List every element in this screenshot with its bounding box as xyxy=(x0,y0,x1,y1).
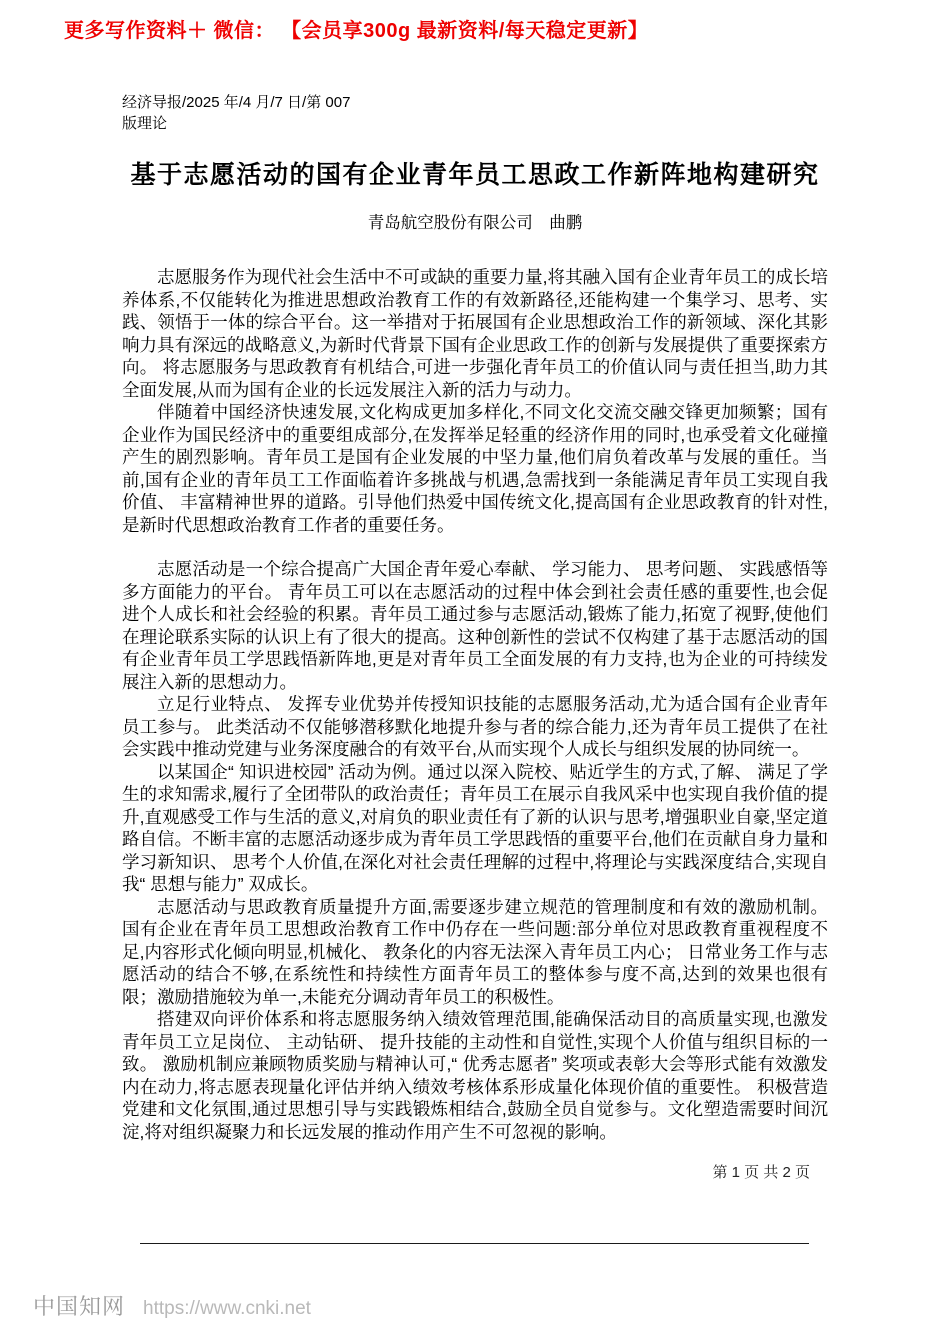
cnki-watermark xyxy=(33,1290,311,1321)
article-paragraph: 搭建双向评价体系和将志愿服务纳入绩效管理范围,能确保活动目的高质量实现,也激发青年员工立足岗位、 主动钻研、 提升技能的主动性和自觉性,实现个人价值与组织目标的一致。 激励机制应兼顾物质奖励与精神认可,“ 优秀志愿者” 奖项或表彰大会等形式能有效激发内在动力,将志愿表现量化评估并纳入绩效考核体系形成量化体现价值的重要性。 积极营造党建和文化氛围,通过思想引导与实践锻炼相结合,鼓励全员自觉参与。文化塑造需要时间沉淀,将对组织凝聚力和长远发展的推动作用产生不可忽视的影响。 xyxy=(122,1009,828,1142)
source-line-1: 经济导报/2025 年/4 月/7 日/第 007 xyxy=(122,94,351,111)
footer-divider-line xyxy=(140,1243,809,1244)
article-paragraph: 以某国企“ 知识进校园” 活动为例。通过以深入院校、贴近学生的方式,了解、 满足了学生的求知需求,履行了全团带队的政治责任；青年员工在展示自我风采中也实现自我价值的提升,直观感受工作与生活的意义,对肩负的职业责任有了新的认识与思考,增强职业自豪,坚定道路自信。不断丰富的志愿活动逐步成为青年员工学思践悟的重要平台,他们在贡献自身力量和学习新知识、 思考个人价值,在深化对社会责任理解的过程中,将理论与实践深度结合,实现自我“ 思想与能力” 双成长。 xyxy=(122,761,828,894)
promo-banner-text: 更多写作资料＋ 微信： 【会员享300g 最新资料/每天稳定更新】 xyxy=(64,20,649,42)
article-author: 青岛航空股份有限公司 曲鹏 xyxy=(367,214,583,232)
page-number-indicator: 第 1 页 共 2 页 xyxy=(712,1164,810,1181)
article-paragraph: 志愿服务作为现代社会生活中不可或缺的重要力量,将其融入国有企业青年员工的成长培养体系,不仅能转化为推进思想政治教育工作的有效新路径,还能构建一个集学习、思考、实践、领悟于一体的综合平台。这一举措对于拓展国有企业思想政治工作的新领域、深化其影响力具有深远的战略意义,为新时代背景下国有企业思政工作的创新与发展提供了重要探索方向。 将志愿服务与思政教育有机结合,可进一步强化青年员工的价值认同与责任担当,助力其全面发展,从而为国有企业的长远发展注入新的活力与动力。 xyxy=(122,267,828,400)
article-paragraph: 立足行业特点、 发挥专业优势并传授知识技能的志愿服务活动,尤为适合国有企业青年员工参与。 此类活动不仅能够潜移默化地提升参与者的综合能力,还为青年员工提供了在社会实践中推动党建与业务深度融合的有效平台,从而实现个人成长与组织发展的协同统一。 xyxy=(122,694,828,759)
source-header xyxy=(122,92,828,134)
source-line-2: 版理论 xyxy=(122,115,168,132)
article-paragraph: 志愿活动与思政教育质量提升方面,需要逐步建立规范的管理制度和有效的激励机制。 国有企业在青年员工思想政治教育工作中仍存在一些问题:部分单位对思政教育重视程度不足,内容形式化倾向明显,机械化、 教条化的内容无法深入青年员工内心； 日常业务工作与志愿活动的结合不够,在系统性和持续性方面青年员工的整体参与度不高,达到的效果也很有限；激励措施较为单一,未能充分调动青年员工的积极性。 xyxy=(122,896,828,1007)
article-title: 基于志愿活动的国有企业青年员工思政工作新阵地构建研究 xyxy=(130,161,820,189)
article-paragraph: 志愿活动是一个综合提高广大国企青年爱心奉献、 学习能力、 思考问题、 实践感悟等多方面能力的平台。 青年员工可以在志愿活动的过程中体会到社会责任感的重要性,也会促进个人成长和社会经验的积累。青年员工通过参与志愿活动,锻炼了能力,拓宽了视野,使他们在理论联系实际的认识上有了很大的提高。这种创新性的尝试不仅构建了基于志愿活动的国有企业青年员工学思践悟新阵地,更是对青年员工全面发展的有力支持,也为企业的可持续发展注入新的思想动力。 xyxy=(122,559,828,692)
article-body xyxy=(122,266,828,1143)
cnki-url-text: https://www.cnki.net xyxy=(143,1298,311,1319)
article-paragraph: 伴随着中国经济快速发展,文化构成更加多样化,不同文化交流交融交锋更加频繁；国有企业作为国民经济中的重要组成部分,在发挥举足轻重的经济作用的同时,也承受着文化碰撞产生的剧烈影响。青年员工是国有企业发展的中坚力量,他们肩负着改革与发展的重任。当前,国有企业的青年员工工作面临着许多挑战与机遇,急需找到一条能满足青年员工实现自我价值、 丰富精神世界的道路。引导他们热爱中国传统文化,提高国有企业思政教育的针对性,是新时代思想政治教育工作者的重要任务。 xyxy=(122,402,828,535)
document-page xyxy=(122,0,828,1182)
cnki-logo-text: 中国知网 xyxy=(33,1294,126,1319)
